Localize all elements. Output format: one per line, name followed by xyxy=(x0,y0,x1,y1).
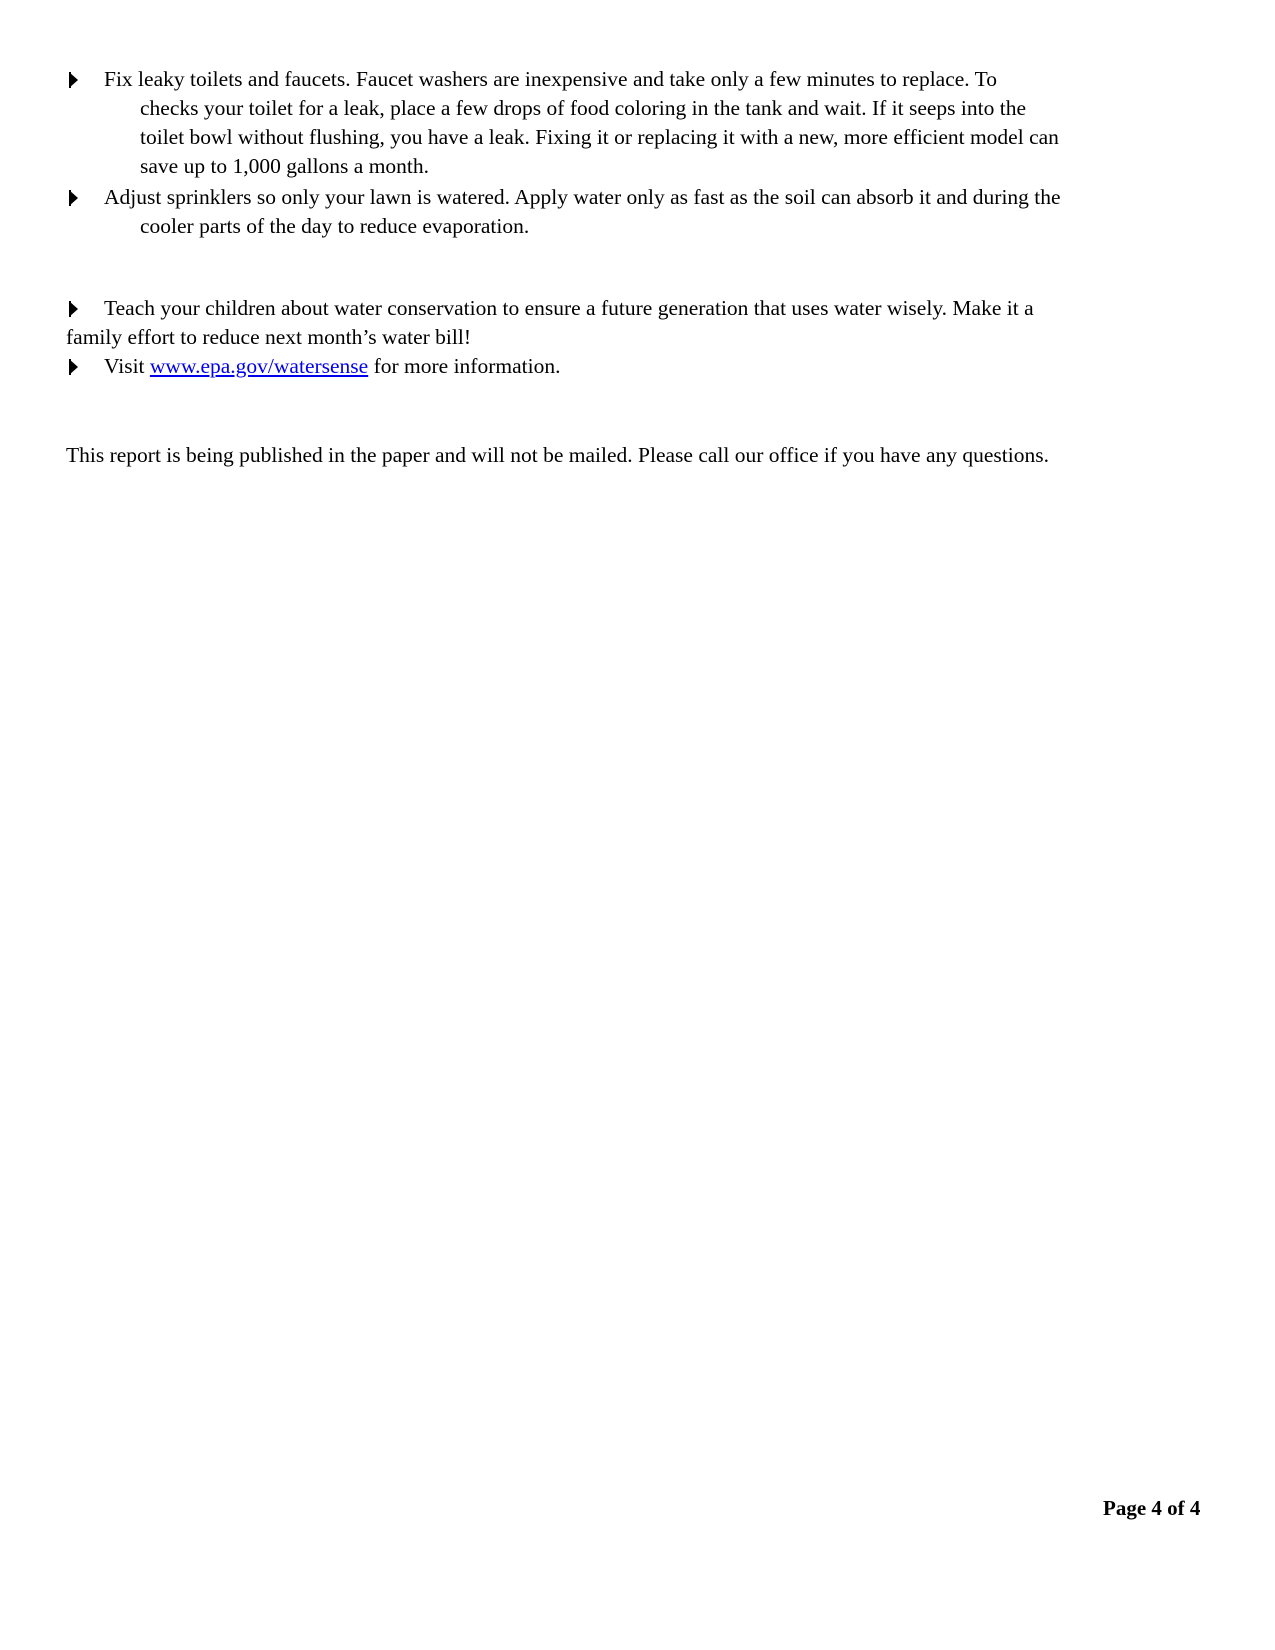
bullet-text-line: family effort to reduce next month’s water bill! xyxy=(66,325,471,349)
closing-note: This report is being published in the paper and will not be mailed. Please call our office if you have any questions. xyxy=(66,443,1049,467)
bullet-text-line: Fix leaky toilets and faucets. Faucet washers are inexpensive and take only a few minutes to replace. To xyxy=(104,67,998,91)
arrow-bullet-icon xyxy=(69,359,78,375)
bullet-text-line: toilet bowl without flushing, you have a leak. Fixing it or replacing it with a new, more efficient model can xyxy=(140,125,1059,149)
bullet-text-line: Teach your children about water conservation to ensure a future generation that uses water wisely. Make it a xyxy=(104,296,1034,320)
visit-suffix: for more information. xyxy=(368,354,561,378)
arrow-bullet-icon xyxy=(69,190,78,206)
epa-watersense-link[interactable]: www.epa.gov/watersense xyxy=(149,354,369,378)
bullet-text-line: save up to 1,000 gallons a month. xyxy=(140,154,430,178)
arrow-bullet-icon xyxy=(69,72,78,88)
arrow-bullet-icon xyxy=(69,301,78,317)
bullet-text-line: Adjust sprinklers so only your lawn is watered. Apply water only as fast as the soil can absorb it and during the xyxy=(104,185,1061,209)
visit-prefix: Visit xyxy=(104,354,150,378)
page-number: Page 4 of 4 xyxy=(1103,1496,1201,1520)
bullet-text-line xyxy=(104,352,560,381)
bullet-text-line: checks your toilet for a leak, place a few drops of food coloring in the tank and wait. If it seeps into the xyxy=(140,96,1026,120)
bullet-text-line: cooler parts of the day to reduce evaporation. xyxy=(140,214,530,238)
